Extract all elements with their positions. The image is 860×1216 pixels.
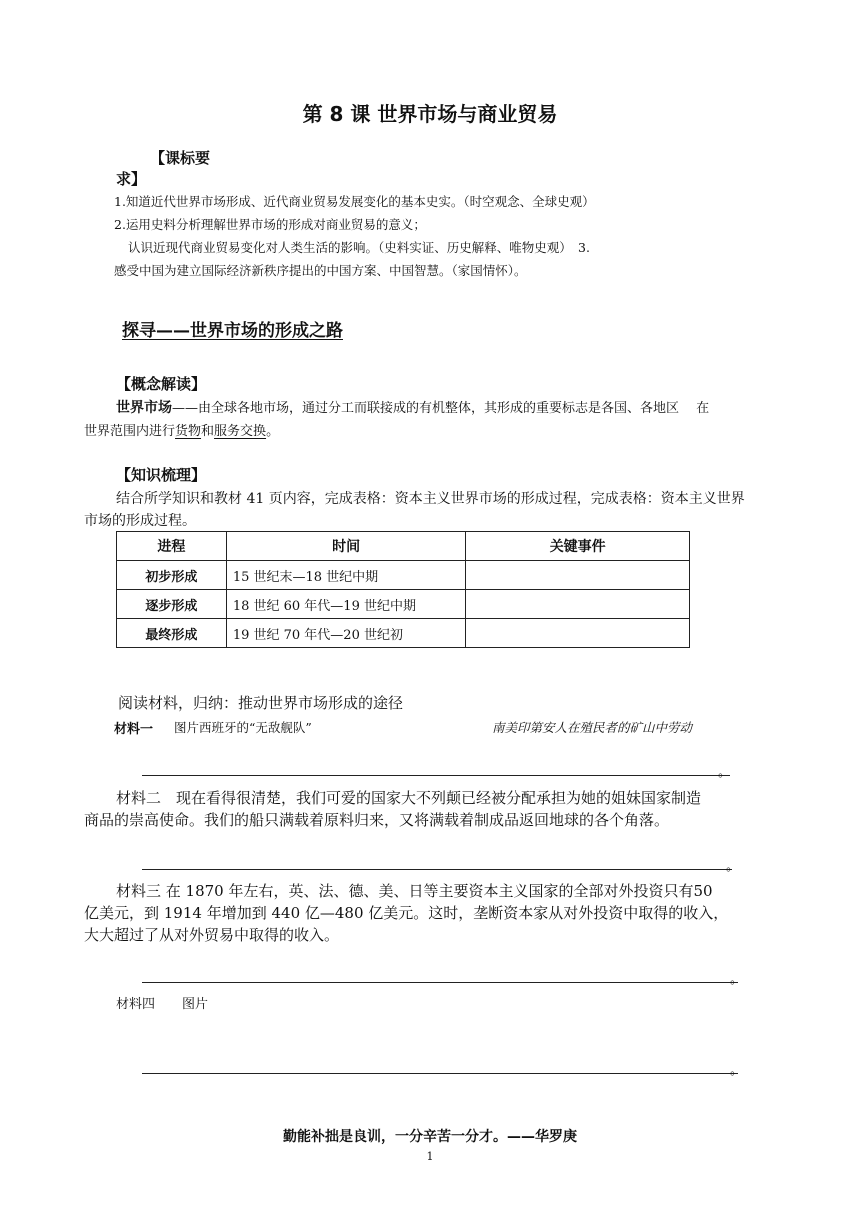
material-1-text-b: 南美印第安人在殖民者的矿山中劳动 xyxy=(492,720,693,735)
concept-term: 世界市场 xyxy=(116,400,172,416)
table-cell-time: 19 世纪 70 年代—20 世纪初 xyxy=(226,619,466,648)
table-header-row xyxy=(117,532,690,561)
standards-heading-line2: 求】 xyxy=(116,170,147,188)
material-1-text-a: 图片西班牙的“无敌舰队” xyxy=(174,720,312,735)
answer-line-3-period: 。 xyxy=(730,972,744,987)
material-4-text: 图片 xyxy=(182,997,209,1012)
answer-line-4-period: 。 xyxy=(730,1063,744,1078)
concept-heading: 【概念解读】 xyxy=(116,375,207,393)
table-cell-event[interactable] xyxy=(466,619,690,648)
answer-line-2-period: 。 xyxy=(726,859,740,874)
material-2-line1: 材料二 现在看得很清楚，我们可爱的国家大不列颠已经被分配承担为她的姐妹国家制造 xyxy=(116,789,702,807)
table-cell-stage: 初步形成 xyxy=(117,561,227,590)
table-row xyxy=(117,590,690,619)
answer-line-2[interactable] xyxy=(142,869,732,870)
footer-motto: 勤能补拙是良训，一分辛苦一分才。——华罗庚 xyxy=(283,1129,577,1145)
page-title: 第 8 课 世界市场与商业贸易 xyxy=(302,102,558,126)
definition-and: 和 xyxy=(201,424,215,439)
material-1-label: 材料一 xyxy=(114,722,154,737)
table-header-time: 时间 xyxy=(226,532,466,561)
definition-services: 服务交换 xyxy=(214,424,267,439)
material-2-line2: 商品的崇高使命。我们的船只满载着原料归来，又将满载着制成品返回地球的各个角落。 xyxy=(84,811,670,829)
knowledge-intro-line2: 市场的形成过程。 xyxy=(84,513,196,529)
table-cell-event[interactable] xyxy=(466,590,690,619)
table-row xyxy=(117,561,690,590)
answer-line-4[interactable] xyxy=(142,1073,738,1074)
answer-line-1[interactable] xyxy=(142,775,730,776)
knowledge-intro-line1: 结合所学知识和教材 41 页内容，完成表格：资本主义世界市场的形成过程，完成表格：资本主义世界 xyxy=(116,491,745,507)
knowledge-heading: 【知识梳理】 xyxy=(116,466,207,484)
page-number: 1 xyxy=(426,1150,434,1163)
table-header-event: 关键事件 xyxy=(466,532,690,561)
standard-item-3: 感受中国为建立国际经济新秩序提出的中国方案、中国智慧。（家国情怀）。 xyxy=(114,263,527,278)
section-title: 探寻——世界市场的形成之路 xyxy=(122,321,343,341)
table-cell-time: 18 世纪 60 年代—19 世纪中期 xyxy=(226,590,466,619)
material-3-line2: 亿美元，到 1914 年增加到 440 亿—480 亿美元。这时，垄断资本家从对外投资中取得的收入， xyxy=(84,904,729,922)
market-formation-table xyxy=(116,531,690,648)
material-3-line1: 材料三 在 1870 年左右，英、法、德、美、日等主要资本主义国家的全部对外投资只有50 xyxy=(116,882,713,900)
table-cell-stage: 逐步形成 xyxy=(117,590,227,619)
table-header-stage: 进程 xyxy=(117,532,227,561)
standard-item-2-cont: 认识近现代商业贸易变化对人类生活的影响。（史料实证、历史解释、唯物史观） 3. xyxy=(128,240,590,255)
concept-definition-line2 xyxy=(84,420,279,439)
table-row xyxy=(117,619,690,648)
definition-prefix: 世界范围内进行 xyxy=(84,424,176,439)
standard-item-2: 2.运用史料分析理解世界市场的形成对商业贸易的意义； xyxy=(114,217,426,232)
table-cell-event[interactable] xyxy=(466,561,690,590)
concept-definition-part1: ——由全球各地市场，通过分工而联接成的有机整体，其形成的重要标志是各国、各地区 在 xyxy=(172,401,710,416)
answer-line-3[interactable] xyxy=(142,982,738,983)
reading-heading: 阅读材料，归纳：推动世界市场形成的途径 xyxy=(118,694,404,712)
definition-goods: 货物 xyxy=(175,424,202,439)
standard-item-1: 1.知道近代世界市场形成、近代商业贸易发展变化的基本史实。（时空观念、全球史观） xyxy=(114,194,595,209)
definition-end: 。 xyxy=(266,424,280,439)
standards-heading-line1: 【课标要 xyxy=(150,149,211,167)
material-4-label: 材料四 xyxy=(116,997,156,1012)
concept-definition-line1 xyxy=(116,397,709,417)
material-3-line3: 大大超过了从对外贸易中取得的收入。 xyxy=(84,926,340,944)
answer-line-1-period: 。 xyxy=(718,765,732,780)
table-cell-stage: 最终形成 xyxy=(117,619,227,648)
table-cell-time: 15 世纪末—18 世纪中期 xyxy=(226,561,466,590)
